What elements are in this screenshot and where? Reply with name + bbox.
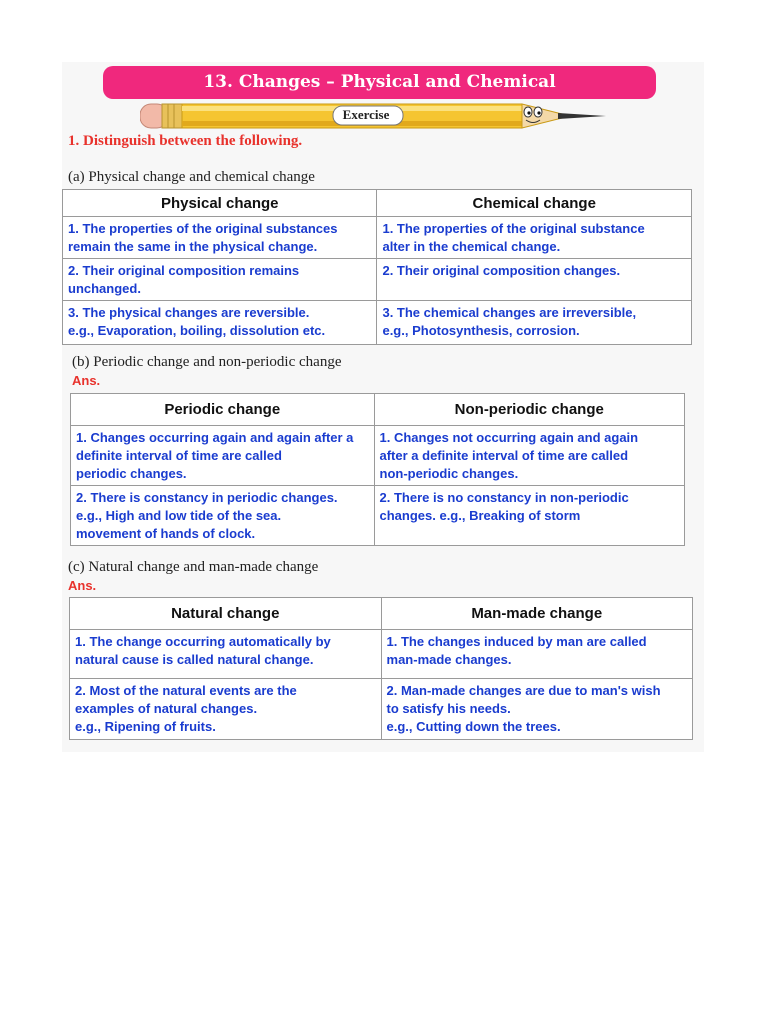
- table-cell: 1. The properties of the original substances remain the same in the physical change.: [63, 217, 377, 259]
- table-row: [71, 486, 685, 546]
- column-header: Non-periodic change: [374, 394, 685, 426]
- column-header: Periodic change: [71, 394, 375, 426]
- exercise-label: Exercise: [342, 107, 390, 122]
- table-cell: 2. Their original composition remains unchanged.: [63, 259, 377, 301]
- column-header: Physical change: [63, 190, 377, 217]
- section-b-ans: Ans.: [72, 373, 101, 388]
- table-row: [63, 217, 692, 259]
- table-cell: 2. Their original composition changes.: [377, 259, 692, 301]
- table-row: [71, 426, 685, 486]
- section-c-ans: Ans.: [68, 578, 97, 593]
- table-row: [63, 259, 692, 301]
- table-natural-vs-manmade: [69, 597, 693, 740]
- section-b-label: (b) Periodic change and non-periodic change: [72, 354, 342, 370]
- column-header: Chemical change: [377, 190, 692, 217]
- column-header: Natural change: [70, 598, 382, 630]
- table-cell: 2. Most of the natural events are the examples of natural changes. e.g., Ripening of fruits.: [70, 679, 382, 740]
- column-header: Man-made change: [381, 598, 692, 630]
- section-a-label: (a) Physical change and chemical change: [68, 169, 315, 185]
- section-c-label: (c) Natural change and man-made change: [68, 559, 319, 575]
- table-cell: 3. The physical changes are reversible. e.g., Evaporation, boiling, dissolution etc.: [63, 301, 377, 345]
- table-row: [63, 301, 692, 345]
- table-cell: 1. The change occurring automatically by natural cause is called natural change.: [70, 630, 382, 679]
- table-cell: 2. There is no constancy in non-periodic changes. e.g., Breaking of storm: [374, 486, 685, 546]
- table-periodic-vs-nonperiodic: [70, 393, 685, 546]
- table-cell: 2. Man-made changes are due to man's wish to satisfy his needs. e.g., Cutting down the trees.: [381, 679, 692, 740]
- table-row: [70, 630, 693, 679]
- table-row: [70, 679, 693, 740]
- table-cell: 1. The changes induced by man are called man-made changes.: [381, 630, 692, 679]
- table-cell: 1. The properties of the original substance alter in the chemical change.: [377, 217, 692, 259]
- table-physical-vs-chemical: [62, 189, 692, 345]
- table-cell: 1. Changes not occurring again and again after a definite interval of time are called non-periodic changes.: [374, 426, 685, 486]
- table-cell: 1. Changes occurring again and again after a definite interval of time are called periodic changes.: [71, 426, 375, 486]
- table-cell: 3. The chemical changes are irreversible, e.g., Photosynthesis, corrosion.: [377, 301, 692, 345]
- chapter-title: 13. Changes – Physical and Chemical: [103, 66, 656, 99]
- table-cell: 2. There is constancy in periodic changes. e.g., High and low tide of the sea. movement of hands of clock.: [71, 486, 375, 546]
- question-heading: 1. Distinguish between the following.: [68, 133, 303, 149]
